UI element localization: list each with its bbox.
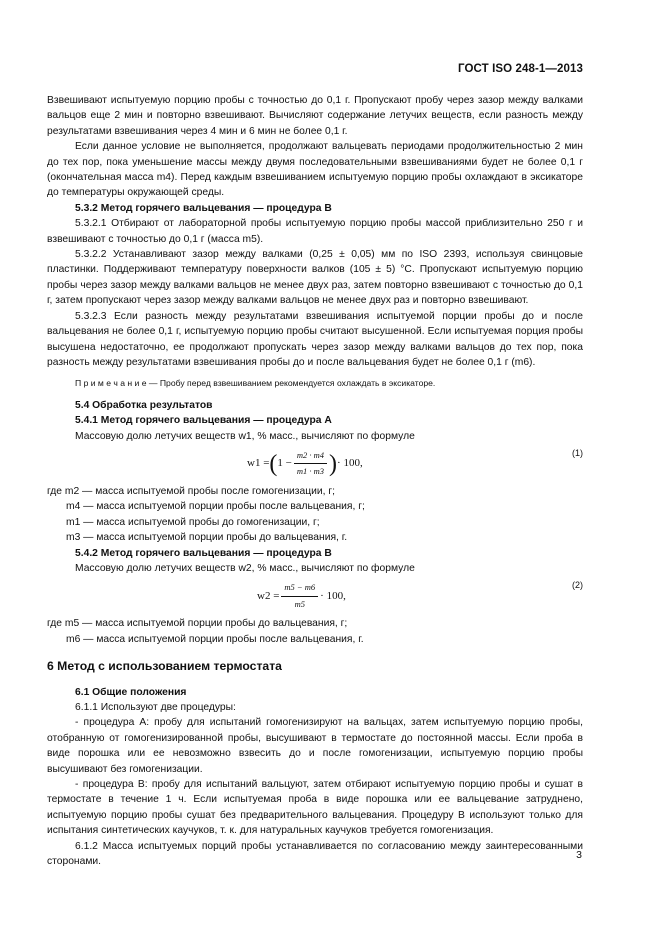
definition: m4 — масса испытуемой порции пробы после вальцевания, г;	[66, 501, 365, 513]
formula-fraction	[294, 448, 327, 480]
formula-tail: · 100,	[337, 457, 363, 470]
procedure-b: - процедура В: пробу для испытаний вальцуют, затем отбирают испытуемую порцию пробы и сушат в термостате в течение 1 ч. Если испытуемая проба в виде порошка или ее вальцевание затруднено, испытуемую порцию пробы сушат без предварительного вальцевания. Процедуру В используют только для испытания синтетических каучуков, т. к. для натуральных каучуков требуется гомогенизация.	[47, 779, 583, 837]
formula-number: (1)	[572, 447, 583, 458]
heading-6-1: 6.1 Общие положения	[75, 686, 187, 698]
definitions-1	[47, 484, 583, 546]
heading-5-4-2: 5.4.2 Метод горячего вальцевания — процедура В	[75, 547, 332, 559]
formula-1: w1 = ( 1 − $\frac{m2 \cdot m4}{m1 \cdot m3}$ ) · 100, (1)	[47, 444, 583, 484]
formula-fraction	[281, 580, 318, 612]
formula-denominator: m5	[294, 598, 305, 609]
page-number: 3	[576, 849, 582, 861]
formula-one-minus: 1 −	[277, 457, 292, 470]
formula-lhs: w2 =	[257, 589, 280, 602]
paragraph-6-1-2: 6.1.2 Масса испытуемых порций пробы устанавливается по согласованию между заинтересованными сторонами.	[47, 840, 583, 868]
formula-numerator: m2 · m4	[294, 448, 327, 464]
paragraph-5-3-2-2: 5.3.2.2 Устанавливают зазор между валками (0,25 ± 0,05) мм по ISO 2393, используя свинцовые пластинки. Поддерживают температуру поверхности валков (105 ± 5) °С. Пропускают испытуемую порцию пробы через зазор между валками вальцов не менее двух раз, затем повторно взвешивают с точностью до 0,1 г, затем пропускают через зазор между валками вальцов не менее двух раз и повторно взвешивают.	[47, 249, 583, 307]
definitions-2	[47, 616, 583, 647]
definition: m3 — масса испытуемой порции пробы до вальцевания, г.	[66, 532, 348, 544]
section-heading-6: 6 Метод с использованием термостата	[47, 659, 282, 674]
definition: m6 — масса испытуемой порции пробы после вальцевания, г.	[66, 633, 364, 645]
formula-intro: Массовую долю летучих веществ w1, % масс., вычисляют по формуле	[75, 430, 415, 442]
definition: где m2 — масса испытуемой пробы после гомогенизации, г;	[47, 485, 335, 497]
paragraph-5-3-2-3: 5.3.2.3 Если разность между результатами взвешивания испытуемой порции пробы до и после вальцевания не более 0,1 г, испытуемую порцию пробы считают высушенной. Если испытуемая порция пробы высушена недостаточно, ее продолжают пропускать через зазор между валками вальцов до тех пор, пока разность между результатами взвешивания пробы до и после вальцевания будет не более 0,1 г (m6).	[47, 310, 583, 368]
heading-5-4-1: 5.4.1 Метод горячего вальцевания — процедура А	[75, 415, 332, 427]
procedure-a: - процедура А: пробу для испытаний гомогенизируют на вальцах, затем испытуемую порцию пробы, отобранную от гомогенизированной пробы, высушивают в термостате до постоянной массы. Если проба в виде порошка или ее невозможно взвесить до и после гомогенизации, испытуемую порцию пробы высушивают без гомогенизации.	[47, 717, 583, 775]
paragraph-5-3-2-1: 5.3.2.1 Отбирают от лабораторной пробы испытуемую порцию пробы массой приблизительно 250 г и взвешивают с точностью до 0,1 г (масса m5).	[47, 218, 583, 245]
note: П р и м е ч а н и е — Пробу перед взвешиванием рекомендуется охлаждать в эксикаторе.	[75, 378, 436, 389]
document-code: ГОСТ ISO 248-1—2013	[458, 63, 583, 75]
formula-2	[47, 576, 583, 616]
formula-lhs: w1 =	[247, 457, 270, 470]
formula-numerator: m5 − m6	[281, 580, 318, 596]
page-content	[47, 93, 583, 869]
heading-5-3-2: 5.3.2 Метод горячего вальцевания — процедура В	[75, 202, 332, 214]
formula-tail: · 100,	[320, 589, 346, 602]
formula-intro: Массовую долю летучих веществ w2, % масс., вычисляют по формуле	[75, 562, 415, 574]
heading-5-4: 5.4 Обработка результатов	[75, 399, 213, 411]
formula-number: (2)	[572, 580, 583, 591]
definition: где m5 — масса испытуемой порции пробы до вальцевания, г;	[47, 618, 348, 630]
paragraph-6-1-1: 6.1.1 Используют две процедуры:	[75, 702, 236, 713]
formula-denominator: m1 · m3	[296, 466, 325, 477]
paragraph: Взвешивают испытуемую порцию пробы с точностью до 0,1 г. Пропускают пробу через зазор между валками вальцов еще 2 мин и повторно взвешивают. Вычисляют содержание летучих веществ, если разность между результатами взвешивания через 4 мин и 6 мин не более 0,1 г.	[47, 95, 583, 137]
definition: m1 — масса испытуемой пробы до гомогенизации, г;	[66, 516, 320, 528]
paragraph: Если данное условие не выполняется, продолжают вальцевать периодами продолжительностью 2 мин до тех пор, пока уменьшение массы между двумя последовательными взвешиваниями будет не более 0,1 г (окончательная масса m4). Перед каждым взвешиванием испытуемую порцию пробы охлаждают в эксикаторе до температуры окружающей среды.	[47, 141, 583, 199]
